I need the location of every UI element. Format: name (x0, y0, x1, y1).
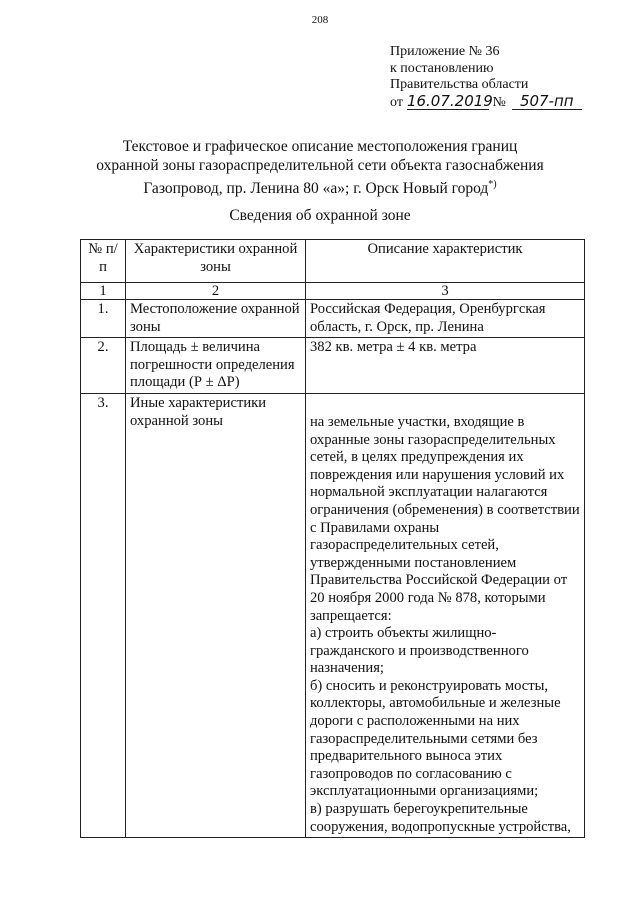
row-characteristic: Площадь ± величина погрешности определения площади (Р ± ΔР) (126, 338, 306, 394)
table-row (81, 393, 585, 837)
document-title (0, 137, 640, 198)
table-row (81, 300, 585, 338)
column-number: 1 (81, 283, 126, 300)
title-line-3-text: Газопровод, пр. Ленина 80 «а»; г. Орск Новый город (143, 180, 489, 198)
appendix-date-line (390, 91, 582, 112)
row-description: 382 кв. метра ± 4 кв. метра (306, 338, 585, 394)
from-label: от (390, 94, 403, 110)
row-characteristic: Иные характеристики охранной зоны (126, 393, 306, 837)
description-item-c: в) разрушать берегоукрепительные сооружения, водопропускные устройства, (310, 801, 571, 835)
header-number: № п/п (81, 240, 126, 283)
title-line-3 (0, 175, 640, 198)
appendix-line-2: к постановлению (390, 60, 494, 76)
protection-zone-table (80, 239, 585, 838)
page-number: 208 (311, 14, 329, 26)
row-description (306, 393, 585, 837)
title-line-1: Текстовое и графическое описание местоположения границ (122, 138, 518, 155)
handwritten-number: 507-пп (512, 94, 582, 110)
row-characteristic: Местоположение охранной зоны (126, 300, 306, 338)
column-number: 2 (126, 283, 306, 300)
appendix-line-1: Приложение № 36 (390, 44, 500, 59)
row-description: Российская Федерация, Оренбургская область, г. Орск, пр. Ленина (306, 300, 585, 338)
appendix-line-3: Правительства области (390, 77, 529, 92)
table-header-row (81, 240, 585, 283)
description-item-b: б) сносить и реконструировать мосты, коллекторы, автомобильные и железные дороги с расположенными на них газораспределительными сетями без предварительного выноса этих газопроводов по согласованию с эксплуатационными организациями; (310, 677, 561, 800)
title-line-2: охранной зоны газораспределительной сети объекта газоснабжения (96, 157, 544, 174)
row-number: 3. (81, 393, 126, 837)
header-characteristic: Характеристики охранной зоны (126, 240, 306, 283)
column-number-row (81, 283, 585, 300)
description-item-a: а) строить объекты жилищно-гражданского и производственного назначения; (310, 625, 529, 677)
table-row (81, 338, 585, 394)
handwritten-date: 16.07.2019 (406, 91, 493, 110)
row-number: 1. (81, 300, 126, 338)
number-label: № (492, 94, 506, 110)
footnote-mark: *) (488, 179, 497, 190)
row-number: 2. (81, 338, 126, 394)
appendix-block (390, 44, 582, 111)
header-description: Описание характеристик (306, 240, 585, 283)
section-title: Сведения об охранной зоне (229, 207, 411, 224)
column-number: 3 (306, 283, 585, 300)
description-paragraph: на земельные участки, входящие в охранные зоны газораспределительных сетей, в целях предупреждения их повреждения или нарушения условий их нормальной эксплуатации налагаются ограничения (обременения) в соответствии с Правилами охраны газораспределительных сетей, утвержденными постановлением Правительства Российской Федерации от 20 ноября 2000 года № 878, которыми запрещается: (310, 413, 580, 624)
